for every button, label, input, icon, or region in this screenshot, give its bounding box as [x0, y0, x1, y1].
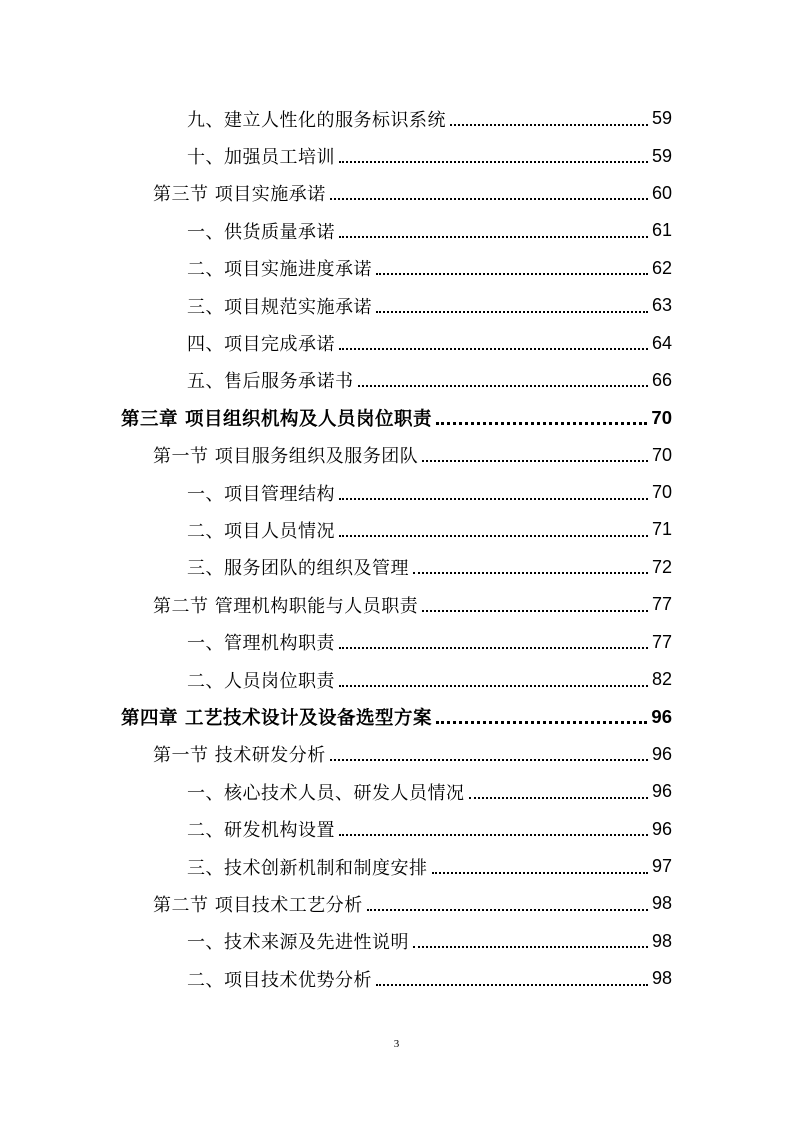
toc-entry-page: 98 [651, 930, 672, 951]
toc-dot-leader [436, 721, 647, 724]
toc-entry-page: 61 [651, 220, 672, 241]
toc-dot-leader [469, 797, 648, 799]
toc-entry-page: 96 [651, 743, 672, 764]
table-of-contents [0, 100, 793, 997]
toc-entry-title: 一、技术来源及先进性说明 [187, 932, 409, 954]
toc-entry-page: 77 [651, 594, 672, 615]
toc-dot-leader [330, 198, 648, 200]
toc-chapter-entry[interactable] [0, 698, 793, 735]
toc-entry-page: 66 [651, 369, 672, 390]
toc-entry[interactable] [0, 623, 793, 660]
toc-entry-title: 第一节 项目服务组织及服务团队 [153, 446, 419, 468]
toc-dot-leader [376, 311, 648, 313]
toc-entry-title: 五、售后服务承诺书 [187, 371, 354, 393]
toc-entry-title: 一、核心技术人员、研发人员情况 [187, 782, 465, 804]
toc-entry[interactable] [0, 100, 793, 137]
toc-entry-title: 二、人员岗位职责 [187, 670, 335, 692]
toc-entry-page: 70 [651, 482, 672, 503]
toc-entry-title: 二、研发机构设置 [187, 820, 335, 842]
toc-entry[interactable] [0, 287, 793, 324]
toc-entry-page: 77 [651, 631, 672, 652]
toc-entry[interactable] [0, 549, 793, 586]
toc-section-entry[interactable] [0, 437, 793, 474]
toc-dot-leader [339, 161, 648, 163]
toc-dot-leader [422, 610, 648, 612]
toc-entry-title: 三、项目规范实施承诺 [187, 296, 372, 318]
toc-entry-page: 72 [651, 556, 672, 577]
toc-dot-leader [436, 422, 647, 425]
toc-entry-title: 第四章 工艺技术设计及设备选型方案 [121, 707, 432, 729]
toc-entry-title: 第三节 项目实施承诺 [153, 184, 326, 206]
toc-entry-title: 一、管理机构职责 [187, 633, 335, 655]
toc-section-entry[interactable] [0, 736, 793, 773]
toc-dot-leader [432, 872, 648, 874]
toc-entry-title: 第二节 项目技术工艺分析 [153, 894, 363, 916]
toc-entry-title: 十、加强员工培训 [187, 147, 335, 169]
toc-entry-page: 71 [651, 519, 672, 540]
toc-dot-leader [376, 273, 648, 275]
toc-entry-page: 60 [651, 182, 672, 203]
toc-entry-title: 三、服务团队的组织及管理 [187, 558, 409, 580]
toc-entry-title: 一、供货质量承诺 [187, 221, 335, 243]
toc-entry[interactable] [0, 923, 793, 960]
toc-dot-leader [339, 236, 648, 238]
toc-dot-leader [367, 909, 648, 911]
toc-entry-page: 96 [651, 818, 672, 839]
toc-entry-title: 三、技术创新机制和制度安排 [187, 857, 428, 879]
toc-dot-leader [413, 572, 648, 574]
toc-entry-title: 第一节 技术研发分析 [153, 745, 326, 767]
toc-entry-page: 62 [651, 257, 672, 278]
toc-entry[interactable] [0, 960, 793, 997]
toc-entry-page: 96 [651, 705, 672, 727]
toc-entry[interactable] [0, 137, 793, 174]
toc-dot-leader [330, 759, 648, 761]
toc-entry-page: 70 [651, 444, 672, 465]
toc-entry[interactable] [0, 661, 793, 698]
toc-entry-page: 98 [651, 968, 672, 989]
toc-entry-title: 二、项目实施进度承诺 [187, 259, 372, 281]
toc-entry[interactable] [0, 511, 793, 548]
toc-entry[interactable] [0, 474, 793, 511]
toc-entry-title: 第三章 项目组织机构及人员岗位职责 [121, 408, 432, 430]
toc-entry-page: 59 [651, 108, 672, 129]
toc-entry[interactable] [0, 250, 793, 287]
toc-entry-page: 63 [651, 295, 672, 316]
toc-dot-leader [339, 535, 648, 537]
toc-entry-page: 70 [651, 406, 672, 428]
toc-dot-leader [339, 647, 648, 649]
toc-dot-leader [450, 124, 648, 126]
toc-entry-page: 98 [651, 893, 672, 914]
toc-entry-title: 二、项目技术优势分析 [187, 969, 372, 991]
toc-dot-leader [376, 984, 648, 986]
toc-entry[interactable] [0, 773, 793, 810]
toc-entry-title: 一、项目管理结构 [187, 483, 335, 505]
toc-entry-page: 82 [651, 669, 672, 690]
toc-entry-title: 二、项目人员情况 [187, 520, 335, 542]
toc-entry-title: 四、项目完成承诺 [187, 334, 335, 356]
toc-section-entry[interactable] [0, 885, 793, 922]
toc-entry-title: 九、建立人性化的服务标识系统 [187, 109, 446, 131]
toc-section-entry[interactable] [0, 175, 793, 212]
toc-chapter-entry[interactable] [0, 399, 793, 436]
toc-entry-page: 59 [651, 145, 672, 166]
toc-dot-leader [413, 946, 648, 948]
toc-entry-page: 64 [651, 332, 672, 353]
toc-entry[interactable] [0, 810, 793, 847]
toc-entry-page: 97 [651, 856, 672, 876]
toc-dot-leader [422, 460, 648, 462]
toc-section-entry[interactable] [0, 586, 793, 623]
toc-entry[interactable] [0, 324, 793, 361]
toc-dot-leader [339, 348, 648, 350]
toc-entry-title: 第二节 管理机构职能与人员职责 [153, 595, 419, 617]
toc-entry[interactable] [0, 362, 793, 399]
toc-entry[interactable] [0, 212, 793, 249]
toc-dot-leader [339, 834, 648, 836]
toc-dot-leader [358, 385, 648, 387]
toc-dot-leader [339, 685, 648, 687]
toc-entry[interactable] [0, 848, 793, 885]
toc-entry-page: 96 [651, 781, 672, 802]
page-number: 3 [393, 1038, 400, 1050]
toc-dot-leader [339, 498, 648, 500]
